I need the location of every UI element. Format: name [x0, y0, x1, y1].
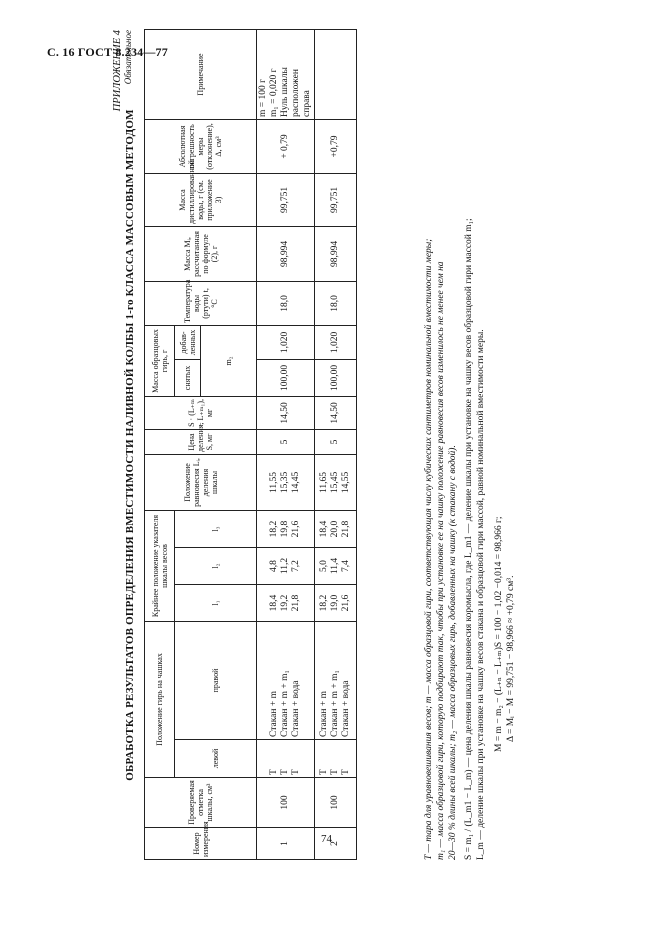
- formula-line: M = m − m₂ − (L₊ₙ − L₊ₘ)S = 100 − 1,02 −0,014 = 98,966 г;: [494, 516, 504, 752]
- cell-num: 2: [315, 828, 357, 860]
- cell-note-empty: [315, 29, 357, 119]
- cell-note: m = 100 г m₁ = 0,020 г Нуль шкалы расположен справа: [257, 29, 315, 119]
- cell-abs-error: + 0,79: [257, 119, 315, 173]
- cell-l2: 5,0 11,4 7,4: [315, 548, 357, 585]
- header-mark: Проверяемая отметка шкалы, см³: [145, 778, 257, 828]
- cell-removed: 100,00: [257, 359, 315, 396]
- cell-price: 5: [315, 429, 357, 454]
- note-line: m₁ — масса образцовой гири, которую подбирают так, чтобы при установке ее на чашку положение равновесия весов изменилось не менее чем на: [436, 261, 446, 860]
- cell-mark: 100: [257, 778, 315, 828]
- header-left: левой: [175, 740, 257, 778]
- results-table: [144, 29, 357, 860]
- cell-mass-distilled: 99,751: [257, 173, 315, 226]
- cell-l3: 18,4 20,0 21,8: [315, 510, 357, 547]
- cell-l2: 4,8 11,2 7,2: [257, 548, 315, 585]
- note-line: S = m₁ / (L_m1 − L_m) — цена деления шкалы равновесия коромысла, где L_m1 — деление шкалы при установке на чашку весов образцовой гири массой m₁;: [464, 218, 474, 860]
- note-line: T — тара для уравновешивания весов; m — масса образцовой гири, соответствующая числу кубических сантиметров номинальной вместимости меры;: [424, 238, 434, 860]
- cell-num: 1: [257, 828, 315, 860]
- cell-l1: 18,4 19,2 21,8: [257, 585, 315, 622]
- header-mass-calc: Масса Mᵢ, рассчитанная по формуле (2), г: [145, 226, 257, 281]
- header-note: Примечание: [145, 29, 257, 119]
- cell-abs-error: +0,79: [315, 119, 357, 173]
- cell-removed: 100,00: [315, 359, 357, 396]
- header-mass-sample: Масса образцовых гирь, г: [145, 325, 175, 396]
- header-price: Цена деления, S, мг: [145, 429, 257, 454]
- header-l3: l₃: [175, 510, 257, 547]
- cell-equilibrium: 11,65 15,45 14,55: [315, 454, 357, 510]
- header-extreme: Крайнее положение указателя шкалы весов: [145, 510, 175, 621]
- cell-added: 1,020: [315, 325, 357, 359]
- cell-mass-calc: 98,994: [257, 226, 315, 281]
- cell-right: Стакан + m Стакан + m + m₁ Стакан + вода: [257, 622, 315, 740]
- cell-price: 5: [257, 429, 315, 454]
- header-abs-error: Абсолютная погрешность меры (отклонение), Δ, см³: [145, 119, 257, 173]
- note-line: L_m — деление шкалы при установке на чашку весов стакана и образцовой гири массой, равной номинальной вместимости меры.: [476, 329, 486, 860]
- cell-equilibrium: 11,55 15,35 14,45: [257, 454, 315, 510]
- cell-right: Стакан + m Стакан + m + m₁ Стакан + вода: [315, 622, 357, 740]
- cell-temperature: 18,0: [315, 281, 357, 325]
- cell-temperature: 18,0: [257, 281, 315, 325]
- cell-added: 1,020: [257, 325, 315, 359]
- header-equilibrium: Положение равновесия Lᵢ, деления шкалы: [145, 454, 257, 510]
- header-right: правой: [175, 622, 257, 740]
- rotated-content: [105, 30, 640, 860]
- note-line: 20—30 % длины всей шкалы; m₂ — масса образцовых гирь, добавленных на чашку (к стакану с водой).: [448, 445, 458, 860]
- page-header: С. 16 ГОСТ 8.234—77: [47, 45, 168, 59]
- cell-mark: 100: [315, 778, 357, 828]
- formula-line: Δ = Mᵢ − M = 99,751 − 98,966 ≈ +0,79 см³.: [506, 575, 516, 742]
- header-mass-distilled: Масса дистиллированной воды, г (см. приложение 3): [145, 173, 257, 226]
- header-l2: l₂: [175, 548, 257, 585]
- header-temperature: Температура воды (ртути) t, °С: [145, 281, 257, 325]
- appendix-title: ПРИЛОЖЕНИЕ 4: [112, 30, 123, 112]
- cell-mass-calc: 98,994: [315, 226, 357, 281]
- cell-s-l: 14,50: [315, 396, 357, 429]
- cell-l3: 18,2 19,8 21,6: [257, 510, 315, 547]
- header-added: добав- ленных: [175, 325, 201, 359]
- notes: [423, 30, 517, 860]
- cell-left: T T T: [257, 740, 315, 778]
- table-row: [257, 29, 315, 859]
- header-weights-position: Положение гирь на чашках: [145, 622, 175, 778]
- appendix-subtitle: Обязательное: [123, 30, 133, 85]
- table-row: [315, 29, 357, 859]
- header-l1: l₁: [175, 585, 257, 622]
- cell-left: T T T: [315, 740, 357, 778]
- cell-s-l: 14,50: [257, 396, 315, 429]
- header-m2: m₂: [201, 325, 257, 396]
- header-s-l: S · (L₊ₘ − L₊ₘ₁), мг: [145, 396, 257, 429]
- page-number: 74: [321, 833, 332, 845]
- header-num: Номер измерения: [145, 828, 257, 860]
- cell-mass-distilled: 99,751: [315, 173, 357, 226]
- header-removed: снятых: [175, 359, 201, 396]
- document-title: ОБРАБОТКА РЕЗУЛЬТАТОВ ОПРЕДЕЛЕНИЯ ВМЕСТИМОСТИ НАЛИВНОЙ КОЛБЫ 1-го КЛАССА МАССОВЫМ МЕТОДОМ: [124, 109, 136, 781]
- cell-l1: 18,2 19,0 21,6: [315, 585, 357, 622]
